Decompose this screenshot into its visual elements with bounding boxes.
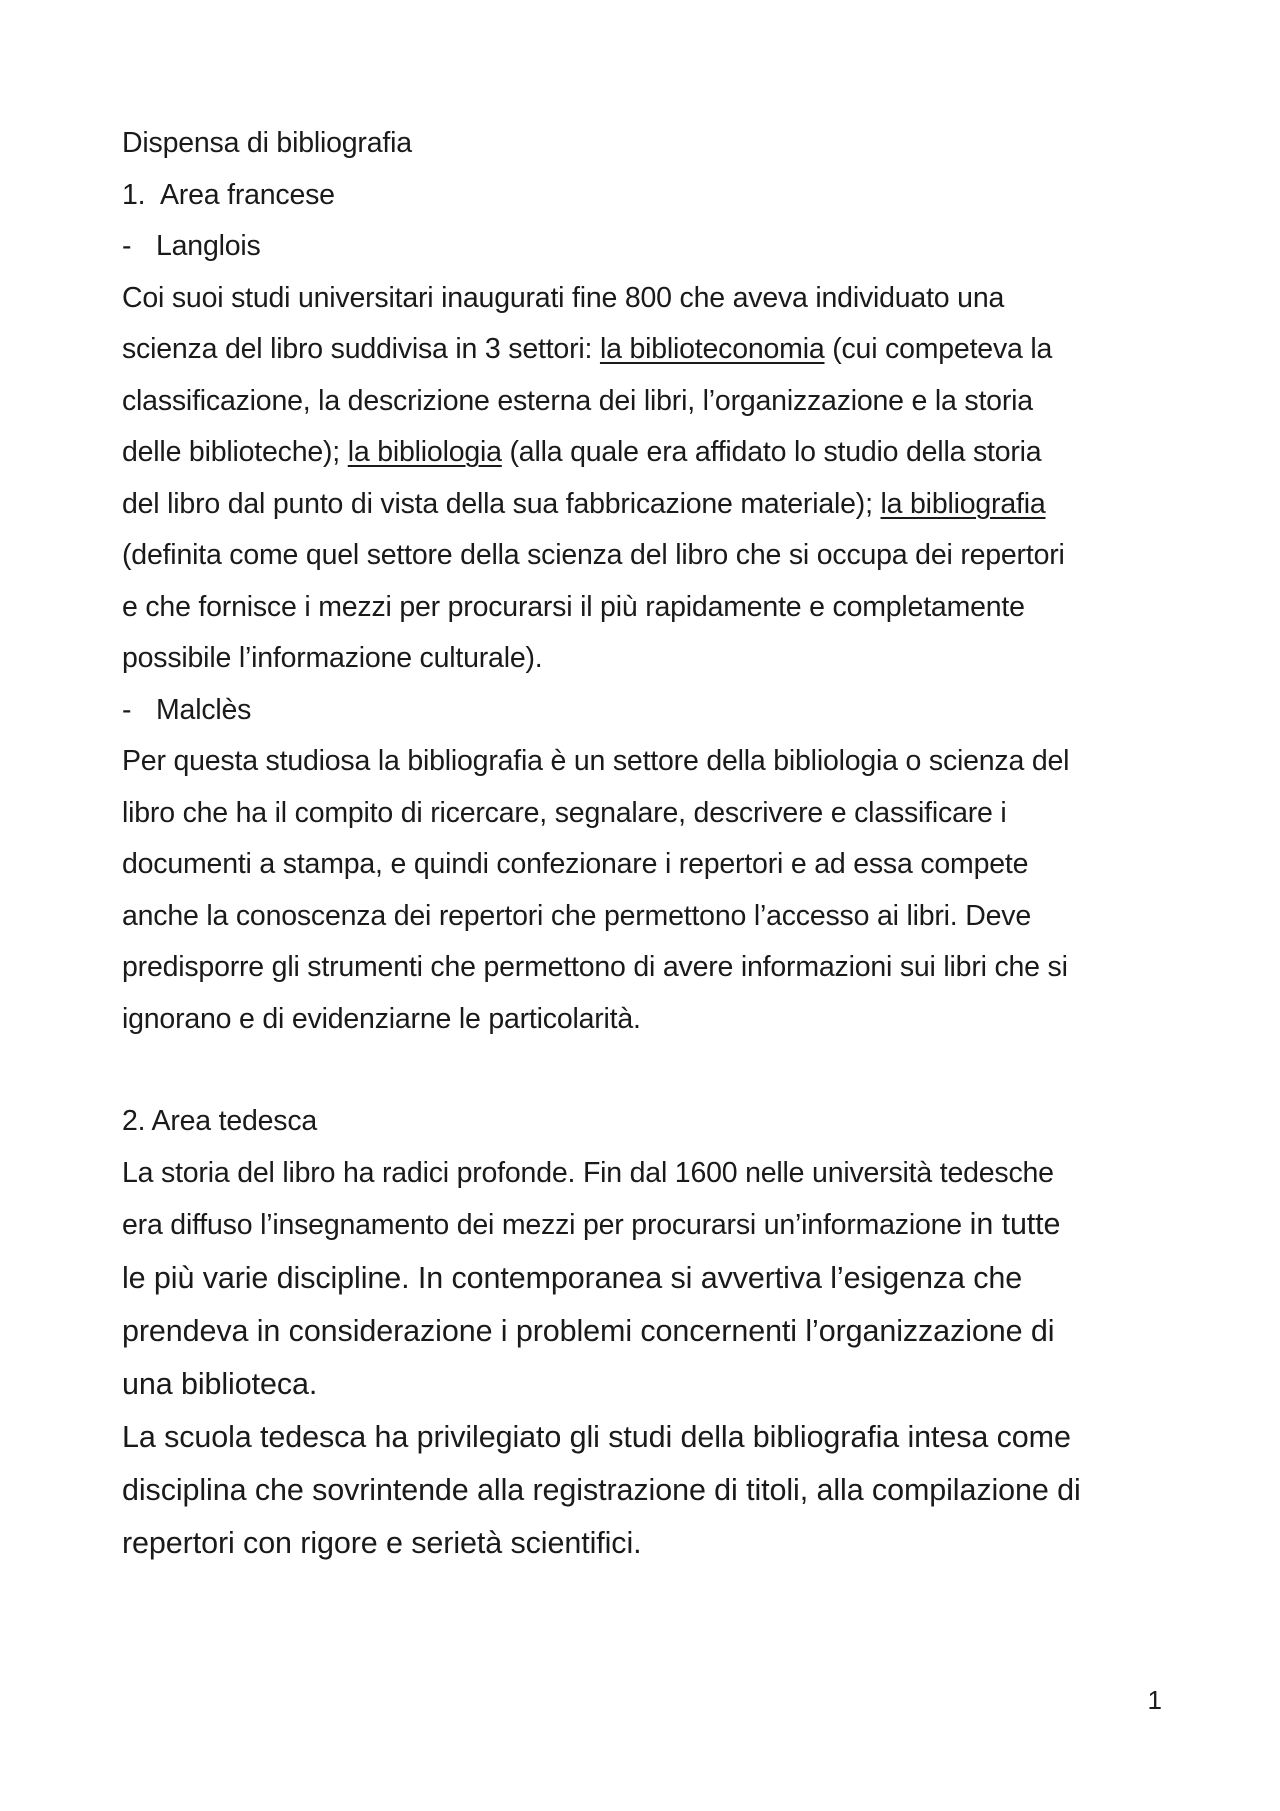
text-line: documenti a stampa, e quindi confezionare i repertori e ad essa compete <box>122 848 1029 880</box>
text-line: prendeva in considerazione i problemi concernenti l’organizzazione di <box>122 1313 1055 1348</box>
document-title: Dispensa di bibliografia <box>122 127 412 159</box>
paragraph-malcles <box>122 736 1172 1045</box>
paragraph-spacer <box>122 1045 1172 1096</box>
paragraph-storia-del-libro <box>122 1148 1172 1411</box>
item-name: Langlois <box>156 230 261 262</box>
page-number: 1 <box>1147 1685 1162 1715</box>
dash-marker: - <box>122 693 132 726</box>
dash-marker: - <box>122 230 132 262</box>
text-line: repertori con rigore e serietà scientifici. <box>122 1525 642 1560</box>
text-span: in tutte <box>969 1207 1061 1241</box>
text-line <box>122 324 1172 376</box>
text-line: predisporre gli strumenti che permettono di avere informazioni sui libri che si <box>122 951 1068 983</box>
section-heading-area-francese <box>122 170 1172 222</box>
text-line: le più varie discipline. In contemporanea si avvertiva l’esigenza che <box>122 1260 1023 1295</box>
text-span: scienza del libro suddivisa in 3 settori: <box>122 333 600 365</box>
text-line: (definita come quel settore della scienza del libro che si occupa dei repertori <box>122 539 1065 571</box>
text-span: delle biblioteche); <box>122 436 348 468</box>
text-span: (cui competeva la <box>824 333 1053 365</box>
section-heading-text: Area francese <box>160 178 335 211</box>
text-line <box>122 479 1172 531</box>
text-line: e che fornisce i mezzi per procurarsi il più rapidamente e completamente <box>122 590 1025 623</box>
text-line <box>122 427 1172 479</box>
paragraph-scuola-tedesca <box>122 1411 1172 1570</box>
text-line <box>122 1199 1172 1252</box>
underlined-term-bibliografia: la bibliografia <box>880 487 1046 520</box>
text-line: libro che ha il compito di ricercare, segnalare, descrivere e classificare i <box>122 796 1007 829</box>
text-line: anche la conoscenza dei repertori che permettono l’accesso ai libri. Deve <box>122 899 1031 932</box>
text-span: del libro dal punto di vista della sua fabbricazione materiale); <box>122 487 881 520</box>
text-line: possibile l’informazione culturale). <box>122 642 543 674</box>
text-line: Coi suoi studi universitari inaugurati fine 800 che aveva individuato una <box>122 281 1005 314</box>
list-item-langlois <box>122 221 1172 273</box>
text-line: ignorano e di evidenziarne le particolarità. <box>122 1002 641 1035</box>
text-line: una biblioteca. <box>122 1366 318 1401</box>
text-line: classificazione, la descrizione esterna dei libri, l’organizzazione e la storia <box>122 384 1033 417</box>
text-line: disciplina che sovrintende alla registrazione di titoli, alla compilazione di <box>122 1472 1081 1507</box>
item-name: Malclès <box>156 693 252 726</box>
underlined-term-biblioteconomia: la biblioteconomia <box>599 333 825 365</box>
text-span: (alla quale era affidato lo studio della storia <box>501 436 1042 468</box>
text-span: era diffuso l’insegnamento dei mezzi per procurarsi un’informazione <box>122 1209 970 1241</box>
list-item-malcles <box>122 685 1172 737</box>
text-line: Per questa studiosa la bibliografia è un settore della bibliologia o scienza del <box>122 745 1070 777</box>
text-line: La storia del libro ha radici profonde. Fin dal 1600 nelle università tedesche <box>122 1156 1054 1189</box>
section-heading-area-tedesca: 2. Area tedesca <box>122 1105 318 1137</box>
underlined-term-bibliologia: la bibliologia <box>347 436 502 468</box>
document-body <box>122 118 1172 1570</box>
section-number: 1. <box>122 178 146 211</box>
text-line: La scuola tedesca ha privilegiato gli studi della bibliografia intesa come <box>122 1419 1071 1454</box>
paragraph-langlois <box>122 273 1172 685</box>
